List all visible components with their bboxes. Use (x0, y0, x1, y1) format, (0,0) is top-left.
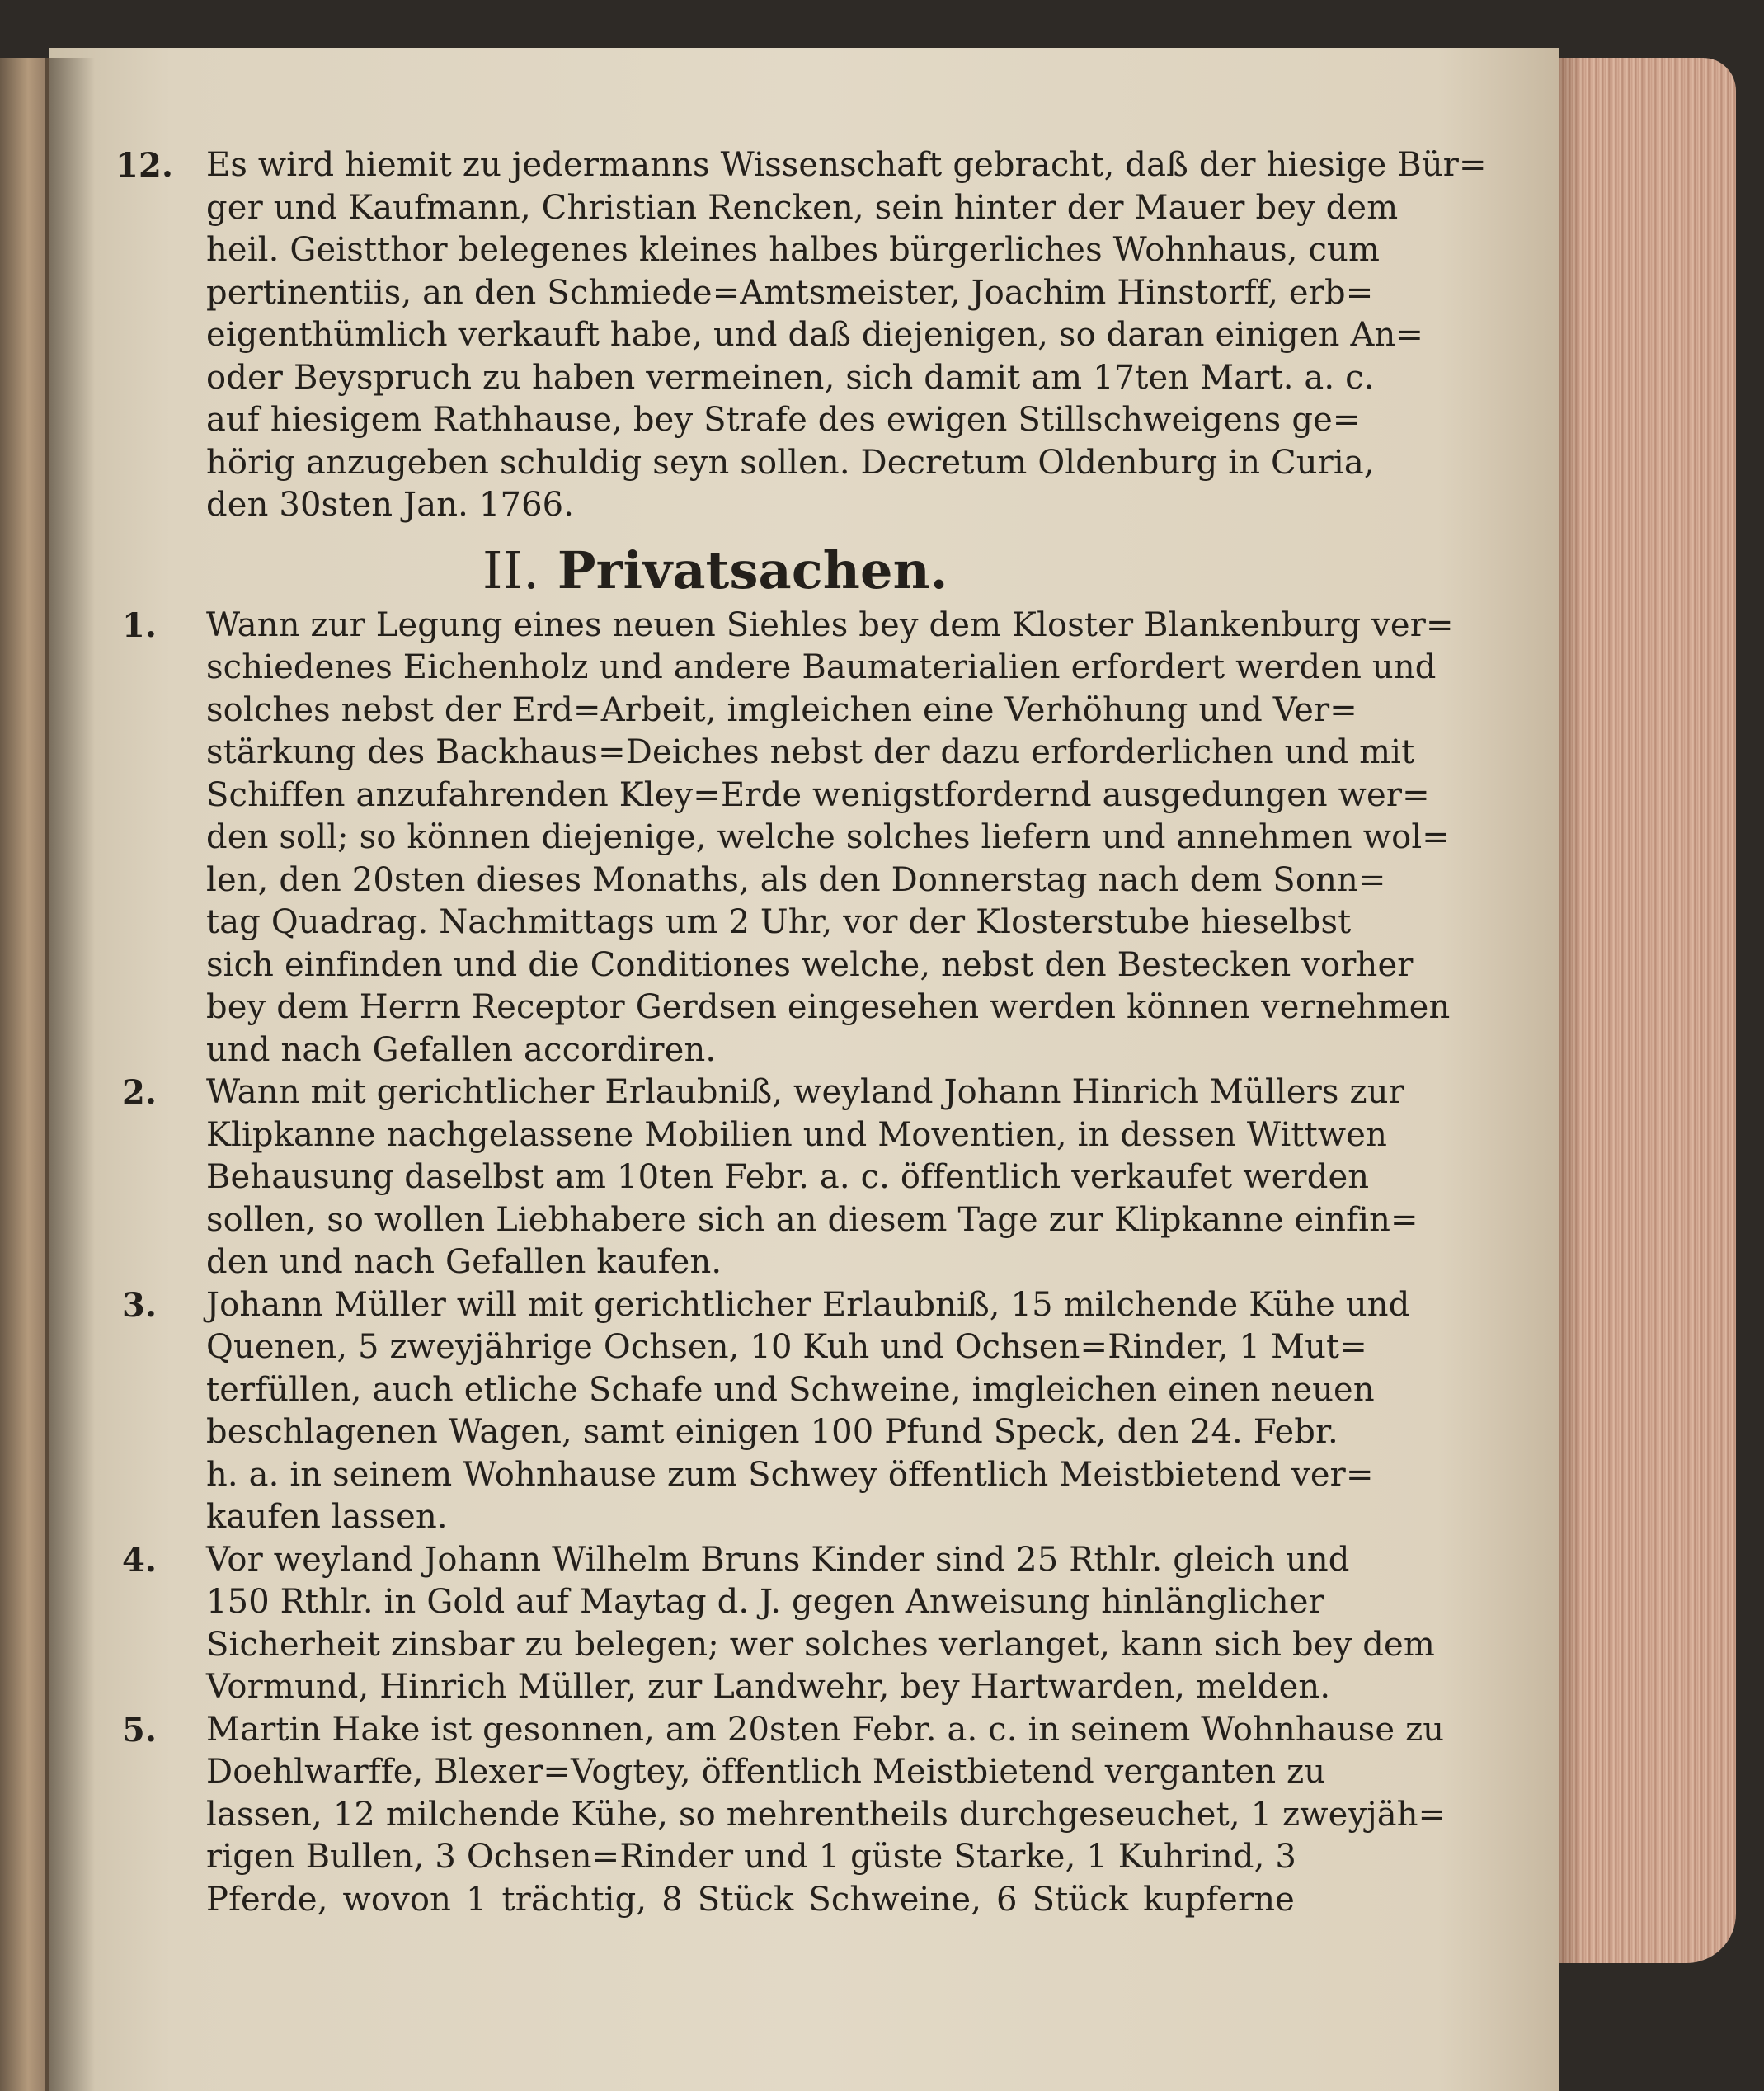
notice-number: 4. (122, 1540, 158, 1580)
notice-12 (115, 144, 1487, 527)
notice-number: 1. (122, 605, 158, 645)
text-line: heil. Geistthor belegenes kleines halbes bürgerliches Wohnhaus, cum (206, 231, 1381, 269)
text-line: Wann mit gerichtlicher Erlaubniß, weyland Johann Hinrich Müllers zur (206, 1073, 1404, 1111)
text-line: terfüllen, auch etliche Schafe und Schweine, imgleichen einen neuen (206, 1370, 1375, 1409)
text-line: bey dem Herrn Receptor Gerdsen eingesehen werden können vernehmen (206, 988, 1451, 1026)
text-line: beschlagenen Wagen, samt einigen 100 Pfund Speck, den 24. Febr. (206, 1413, 1338, 1451)
private-notice-2 (115, 1071, 1418, 1284)
text-line: len, den 20sten dieses Monaths, als den Donnerstag nach dem Sonn= (206, 860, 1386, 899)
text-line: tag Quadrag. Nachmittags um 2 Uhr, vor der Klosterstube hieselbst (206, 903, 1352, 941)
text-line: lassen, 12 milchende Kühe, so mehrentheils durchgeseuchet, 1 zweyjäh= (206, 1795, 1446, 1834)
text-line: Martin Hake ist gesonnen, am 20sten Febr. a. c. in seinem Wohnhause zu (206, 1710, 1445, 1749)
notice-number: 2. (122, 1073, 158, 1112)
page-edges-shadow (1559, 58, 1583, 1963)
text-line: solches nebst der Erd=Arbeit, imgleichen eine Verhöhung und Ver= (206, 690, 1357, 729)
private-notice-5 (115, 1709, 1446, 1922)
text-line: kaufen lassen. (206, 1498, 448, 1536)
text-line: Sicherheit zinsbar zu belegen; wer solches verlanget, kann sich bey dem (206, 1625, 1435, 1664)
gutter-shadow (45, 58, 95, 2091)
text-line: Doehlwarffe, Blexer=Vogtey, öffentlich Meistbietend verganten zu (206, 1753, 1326, 1791)
text-line: Wann zur Legung eines neuen Siehles bey dem Kloster Blankenburg ver= (206, 605, 1454, 644)
text-line: den und nach Gefallen kaufen. (206, 1243, 722, 1281)
section-numeral: II. (482, 539, 540, 600)
section-title: Privatsachen. (557, 539, 948, 600)
text-line: Schiffen anzufahrenden Kley=Erde wenigstfordernd ausgedungen wer= (206, 775, 1430, 814)
text-line: Vor weyland Johann Wilhelm Bruns Kinder sind 25 Rthlr. gleich und (206, 1540, 1350, 1579)
text-line: Klipkanne nachgelassene Mobilien und Moventien, in dessen Wittwen (206, 1115, 1387, 1154)
page-text (115, 144, 1487, 1921)
private-notice-3 (115, 1284, 1410, 1539)
text-line: den soll; so können diejenige, welche solches liefern und annehmen wol= (206, 818, 1450, 856)
text-line: oder Beyspruch zu haben vermeinen, sich damit am 17ten Mart. a. c. (206, 358, 1375, 397)
text-line: Behausung daselbst am 10ten Febr. a. c. öffentlich verkaufet werden (206, 1158, 1370, 1196)
section-heading (115, 539, 1295, 603)
notice-number: 5. (122, 1710, 158, 1750)
text-line: sich einfinden und die Conditiones welche, nebst den Bestecken vorher (206, 945, 1414, 984)
text-line: Pferde, wovon 1 trächtig, 8 Stück Schweine, 6 Stück kupferne (206, 1880, 1295, 1919)
text-line: Es wird hiemit zu jedermanns Wissenschaft gebracht, daß der hiesige Bür= (206, 146, 1487, 184)
notice-number: 3. (122, 1285, 158, 1325)
text-line: hörig anzugeben schuldig seyn sollen. Decretum Oldenburg in Curia, (206, 443, 1375, 482)
text-line: schiedenes Eichenholz und andere Baumaterialien erfordert werden und (206, 648, 1437, 686)
left-page-edge (0, 58, 51, 2091)
text-line: pertinentiis, an den Schmiede=Amtsmeister, Joachim Hinstorff, erb= (206, 273, 1374, 312)
text-line: Quenen, 5 zweyjährige Ochsen, 10 Kuh und Ochsen=Rinder, 1 Mut= (206, 1328, 1367, 1366)
text-line: und nach Gefallen accordiren. (206, 1030, 717, 1069)
page-block-edges (1559, 58, 1736, 1963)
text-line: sollen, so wollen Liebhabere sich an diesem Tage zur Klipkanne einfin= (206, 1200, 1418, 1239)
text-line: rigen Bullen, 3 Ochsen=Rinder und 1 güste Starke, 1 Kuhrind, 3 (206, 1838, 1296, 1876)
text-line: h. a. in seinem Wohnhause zum Schwey öffentlich Meistbietend ver= (206, 1455, 1374, 1494)
text-line: Vormund, Hinrich Müller, zur Landwehr, bey Hartwarden, melden. (206, 1668, 1331, 1706)
text-line: eigenthümlich verkauft habe, und daß diejenigen, so daran einigen An= (206, 316, 1424, 354)
text-line: auf hiesigem Rathhause, bey Strafe des ewigen Stillschweigens ge= (206, 401, 1361, 439)
text-line: ger und Kaufmann, Christian Rencken, sein hinter der Mauer bey dem (206, 188, 1399, 227)
private-notice-4 (115, 1539, 1435, 1709)
text-line: den 30sten Jan. 1766. (206, 486, 575, 524)
text-line: 150 Rthlr. in Gold auf Maytag d. J. gegen Anweisung hinlänglicher (206, 1583, 1324, 1621)
text-line: stärkung des Backhaus=Deiches nebst der dazu erforderlichen und mit (206, 733, 1415, 771)
text-line: Johann Müller will mit gerichtlicher Erlaubniß, 15 milchende Kühe und (206, 1285, 1410, 1324)
private-notice-1 (115, 605, 1454, 1072)
notice-number: 12. (115, 146, 174, 185)
